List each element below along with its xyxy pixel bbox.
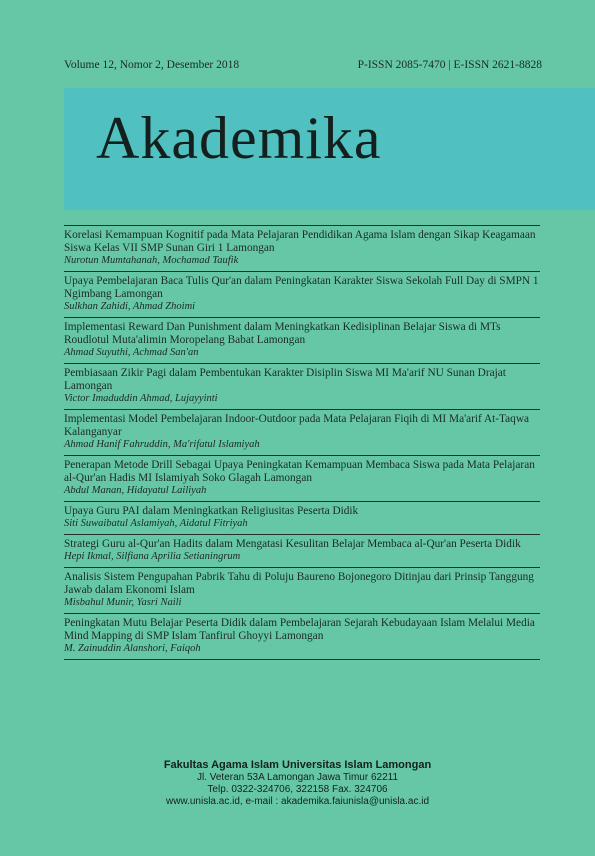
- article-title: Implementasi Reward Dan Punishment dalam Meningkatkan Kedisiplinan Belajar Siswa di MTs Roudlotul Muta'alimin Moropelang Babat Lamongan: [64, 321, 501, 346]
- article-item: [64, 501, 540, 534]
- phone-line: Telp. 0322-324706, 322158 Fax. 324706: [207, 784, 388, 795]
- article-authors: Misbahul Munir, Yasri Naili: [64, 597, 182, 608]
- article-item: [64, 409, 540, 455]
- volume-info: Volume 12, Nomor 2, Desember 2018: [64, 59, 240, 71]
- article-authors: Abdul Manan, Hidayatul Lailiyah: [64, 485, 207, 496]
- article-item: [64, 534, 540, 567]
- article-item: [64, 317, 540, 363]
- article-title: Penerapan Metode Drill Sebagai Upaya Peningkatan Kemampuan Membaca Siswa pada Mata Pelajaran al-Qur'an Hadis MI Islamiyah Soko Glagah Lamongan: [64, 459, 535, 484]
- article-item: [64, 455, 540, 501]
- article-authors: Ahmad Suyuthi, Achmad San'an: [64, 347, 199, 358]
- institution-name: Fakultas Agama Islam Universitas Islam Lamongan: [163, 759, 432, 771]
- article-title: Upaya Pembelajaran Baca Tulis Qur'an dalam Peningkatan Karakter Siswa Sekolah Full Day di SMPN 1 Ngimbang Lamongan: [64, 275, 539, 300]
- article-title: Implementasi Model Pembelajaran Indoor-Outdoor pada Mata Pelajaran Fiqih di MI Ma'arif At-Taqwa Kalanganyar: [64, 413, 529, 438]
- article-item: [64, 271, 540, 317]
- issue-info-bar: [64, 59, 542, 71]
- article-item: [64, 567, 540, 613]
- address-line: Jl. Veteran 53A Lamongan Jawa Timur 62211: [196, 772, 399, 783]
- article-title: Pembiasaan Zikir Pagi dalam Pembentukan Karakter Disiplin Siswa MI Ma'arif NU Sunan Drajat Lamongan: [64, 367, 506, 392]
- article-item: [64, 225, 540, 271]
- article-authors: Sulkhan Zahidi, Ahmad Zhoimi: [64, 301, 196, 312]
- article-title: Strategi Guru al-Qur'an Hadits dalam Mengatasi Kesulitan Belajar Membaca al-Qur'an Peserta Didik: [64, 538, 521, 550]
- article-authors: Siti Suwaibatul Aslamiyah, Aidatul Fitriyah: [64, 518, 248, 529]
- article-authors: Ahmad Hanif Fahruddin, Ma'rifatul Islamiyah: [64, 439, 260, 450]
- article-authors: M. Zainuddin Alanshori, Faiqoh: [64, 643, 201, 654]
- issn-info: P-ISSN 2085-7470 | E-ISSN 2621-8828: [357, 59, 542, 71]
- article-item: [64, 613, 540, 660]
- article-authors: Hepi Ikmal, Silfiana Aprilia Setianingrum: [64, 551, 241, 562]
- article-title: Peningkatan Mutu Belajar Peserta Didik dalam Pembelajaran Sejarah Kebudayaan Islam Melalui Media Mind Mapping di SMP Islam Tanfirul Ghoyyi Lamongan: [64, 617, 535, 642]
- article-authors: Victor Imaduddin Ahmad, Lujayyinti: [64, 393, 218, 404]
- article-list: [64, 225, 540, 660]
- article-title: Korelasi Kemampuan Kognitif pada Mata Pelajaran Pendidikan Agama Islam dengan Sikap Keagamaan Siswa Kelas VII SMP Sunan Giri 1 Lamongan: [64, 229, 536, 254]
- article-authors: Nurotun Mumtahanah, Mochamad Taufik: [64, 255, 239, 266]
- article-title: Analisis Sistem Pengupahan Pabrik Tahu di Poluju Baureno Bojonegoro Ditinjau dari Prinsip Tanggung Jawab dalam Ekonomi Islam: [64, 571, 534, 596]
- article-item: [64, 363, 540, 409]
- web-email-line: www.unisla.ac.id, e-mail : akademika.faiunisla@unisla.ac.id: [165, 796, 430, 807]
- article-title: Upaya Guru PAI dalam Meningkatkan Religiusitas Peserta Didik: [64, 505, 359, 517]
- journal-title: Akademika: [96, 105, 382, 171]
- publisher-footer: [0, 759, 595, 808]
